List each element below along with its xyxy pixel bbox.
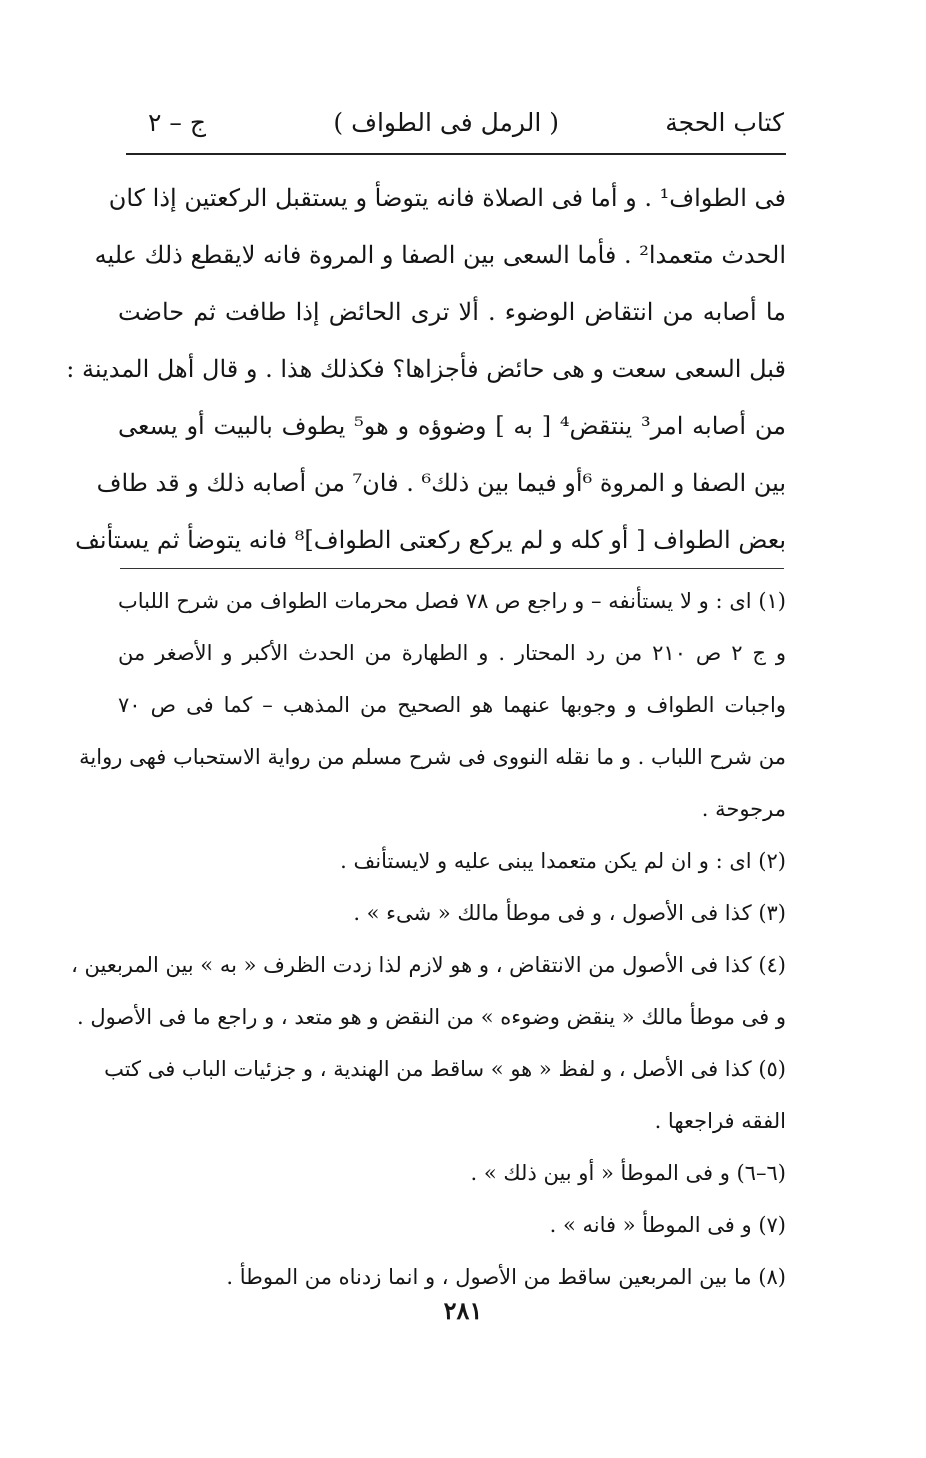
footnotes xyxy=(71,575,786,1303)
running-header xyxy=(128,108,784,150)
footnote-line: و فى موطأ مالك « ينقض وضوءه » من النقض و هو متعد ، و راجع ما فى الأصول . xyxy=(76,1005,786,1029)
footnote-line: مرجوحة . xyxy=(701,797,786,821)
section-title: ( الرمل فى الطواف ) xyxy=(333,108,559,137)
footnote-line: (٢) اى : و ان لم يكن متعمدا يبنى عليه و لايستأنف . xyxy=(340,849,786,873)
page-number: ٢٨١ xyxy=(443,1296,483,1325)
footnote-line: (١) اى : و لا يستأنفه – و راجع ص ٧٨ فصل محرمات الطواف من شرح اللباب xyxy=(118,589,786,613)
volume-number: ج – ٢ xyxy=(148,108,206,137)
footnote-line: (٤) كذا فى الأصول من الانتقاض ، و هو لازم لذا زدت الظرف « به » بين المربعين ، xyxy=(71,953,786,977)
main-text-line: بعض الطواف [ أو كله و لم يركع ركعتى الطواف]⁸ فانه يتوضأ ثم يستأنف xyxy=(75,526,786,554)
main-text-line: فى الطواف¹ . و أما فى الصلاة فانه يتوضأ و يستقبل الركعتين إذا كان xyxy=(108,184,786,212)
book-title: كتاب الحجة xyxy=(665,108,784,137)
footnote-line: (٨) ما بين المربعين ساقط من الأصول ، و انما زدناه من الموطأ . xyxy=(226,1265,786,1289)
footnote-line: من شرح اللباب . و ما نقله النووى فى شرح مسلم من رواية الاستحباب فهى رواية xyxy=(79,745,786,769)
main-text-line: الحدث متعمدا² . فأما السعى بين الصفا و المروة فانه لايقطع ذلك عليه xyxy=(94,241,786,269)
footnote-line: (٦–٦) و فى الموطأ « أو بين ذلك » . xyxy=(470,1161,786,1185)
footnote-line: الفقه فراجعها . xyxy=(654,1109,786,1133)
main-text-line: بين الصفا و المروة ⁶أو فيما بين ذلك⁶ . فان⁷ من أصابه ذلك و قد طاف xyxy=(96,469,786,497)
footnote-line: و ج ٢ ص ٢١٠ من رد المحتار . و الطهارة من الحدث الأكبر و الأصغر من xyxy=(118,641,786,665)
footnote-separator xyxy=(120,568,784,569)
main-text xyxy=(66,170,786,569)
main-text-line: ما أصابه من انتقاض الوضوء . ألا ترى الحائض إذا طافت ثم حاضت xyxy=(118,298,786,326)
footnote-line: (٣) كذا فى الأصول ، و فى موطأ مالك « شىء » . xyxy=(353,901,786,925)
footnote-line: واجبات الطواف و وجوبها عنهما هو الصحيح من المذهب – كما فى ص ٧٠ xyxy=(118,693,786,717)
main-text-line: قبل السعى سعت و هى حائض فأجزاها؟ فكذلك هذا . و قال أهل المدينة : xyxy=(66,355,786,383)
footnote-line: (٥) كذا فى الأصل ، و لفظ « هو » ساقط من الهندية ، و جزئيات الباب فى كتب xyxy=(104,1057,786,1081)
header-rule xyxy=(126,153,786,155)
main-text-line: من أصابه امر³ ينتقض⁴ [ به ] وضوؤه و هو⁵ يطوف بالبيت أو يسعى xyxy=(118,412,786,440)
footnote-line: (٧) و فى الموطأ « فانه » . xyxy=(549,1213,786,1237)
